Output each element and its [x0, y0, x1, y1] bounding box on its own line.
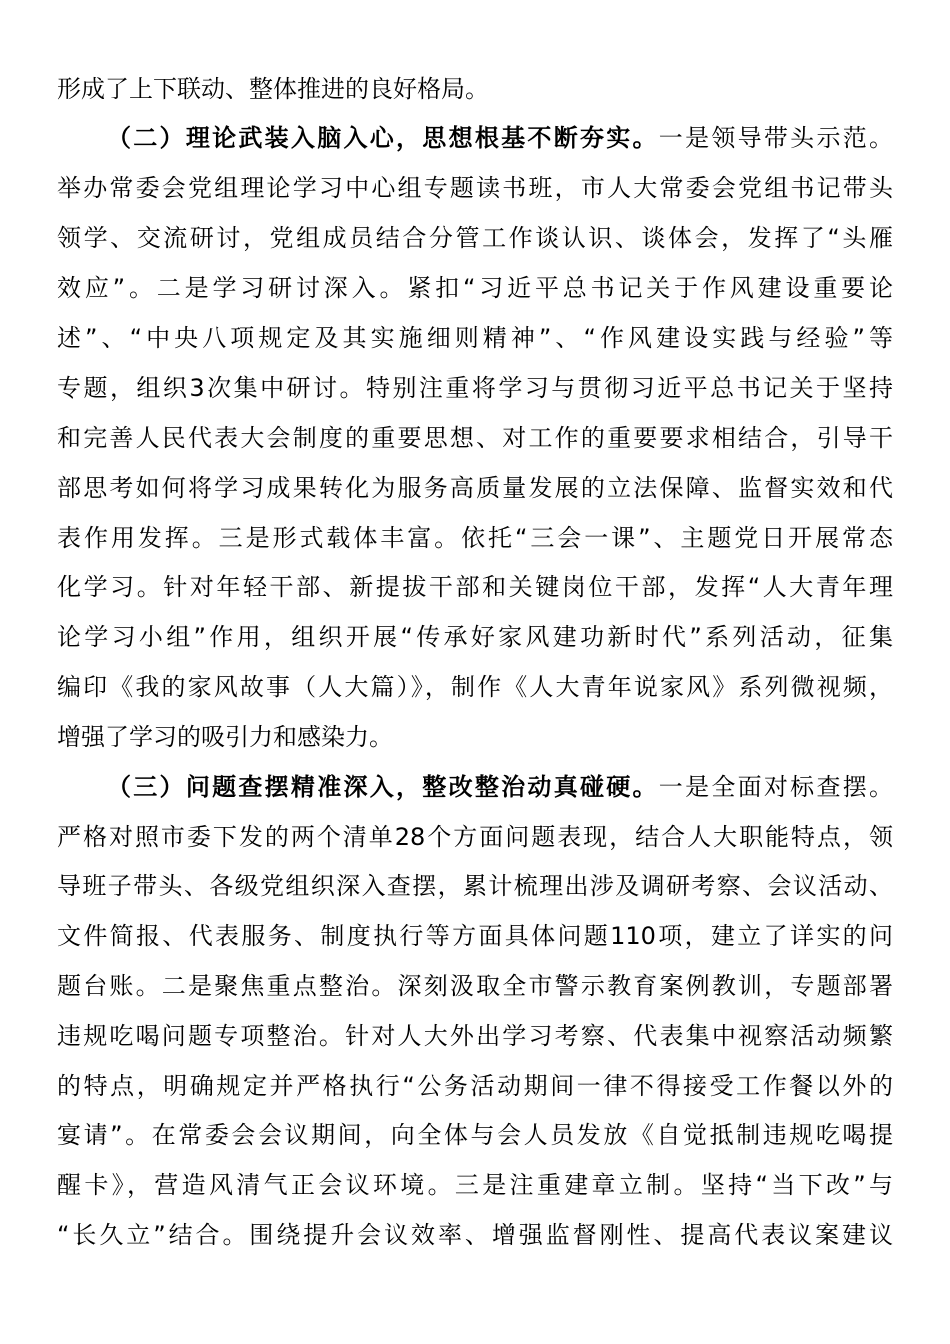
paragraph-line: 宴请”。在常委会会议期间，向全体与会人员发放《自觉抵制违规吃喝提 [57, 1121, 893, 1149]
paragraph-line: 醒卡》，营造风清气正会议环境。三是注重建章立制。坚持“当下改”与 [57, 1171, 893, 1199]
section-heading-3-rest: 一是全面对标查摆。 [658, 773, 893, 801]
paragraph-line: 文件简报、代表服务、制度执行等方面具体问题110项，建立了详实的问 [57, 922, 893, 950]
paragraph-line: 题台账。二是聚焦重点整治。深刻汲取全市警示教育案例教训，专题部署 [57, 972, 893, 1000]
paragraph-line: 编印《我的家风故事（人大篇）》，制作《人大青年说家风》系列微视频， [57, 673, 893, 701]
paragraph-line: 部思考如何将学习成果转化为服务高质量发展的立法保障、监督实效和代 [57, 474, 893, 502]
paragraph-line: 化学习。针对年轻干部、新提拔干部和关键岗位干部，发挥“人大青年理 [57, 573, 893, 601]
paragraph-line: 述”、“中央八项规定及其实施细则精神”、“作风建设实践与经验”等 [57, 324, 893, 352]
paragraph-line: 举办常委会党组理论学习中心组专题读书班，市人大常委会党组书记带头 [57, 174, 893, 202]
paragraph-line: 增强了学习的吸引力和感染力。 [57, 723, 393, 751]
section-heading-2 [107, 118, 893, 158]
section-heading-2-rest: 一是领导带头示范。 [658, 124, 893, 152]
paragraph-line: 的特点，明确规定并严格执行“公务活动期间一律不得接受工作餐以外的 [57, 1072, 893, 1100]
section-heading-3-bold: （三）问题查摆精准深入，整改整治动真碰硬。 [107, 773, 659, 801]
paragraph-line: 专题，组织3次集中研讨。特别注重将学习与贯彻习近平总书记关于坚持 [57, 374, 893, 402]
paragraph-line: 和完善人民代表大会制度的重要思想、对工作的重要要求相结合，引导干 [57, 424, 893, 452]
section-heading-3 [107, 767, 893, 807]
paragraph-line: 形成了上下联动、整体推进的良好格局。 [57, 75, 489, 103]
paragraph-line: 导班子带头、各级党组织深入查摆，累计梳理出涉及调研考察、会议活动、 [57, 872, 893, 900]
paragraph-line: 领学、交流研讨，党组成员结合分管工作谈认识、谈体会，发挥了“头雁 [57, 224, 893, 252]
paragraph-line: “长久立”结合。围绕提升会议效率、增强监督刚性、提高代表议案建议 [57, 1221, 893, 1249]
paragraph-line: 论学习小组”作用，组织开展“传承好家风建功新时代”系列活动，征集 [57, 623, 893, 651]
paragraph-line: 效应”。二是学习研讨深入。紧扣“习近平总书记关于作风建设重要论 [57, 274, 893, 302]
section-heading-2-bold: （二）理论武装入脑入心，思想根基不断夯实。 [107, 124, 659, 152]
paragraph-line: 违规吃喝问题专项整治。针对人大外出学习考察、代表集中视察活动频繁 [57, 1022, 893, 1050]
paragraph-line: 表作用发挥。三是形式载体丰富。依托“三会一课”、主题党日开展常态 [57, 524, 893, 552]
paragraph-line: 严格对照市委下发的两个清单28个方面问题表现，结合人大职能特点，领 [57, 823, 893, 851]
